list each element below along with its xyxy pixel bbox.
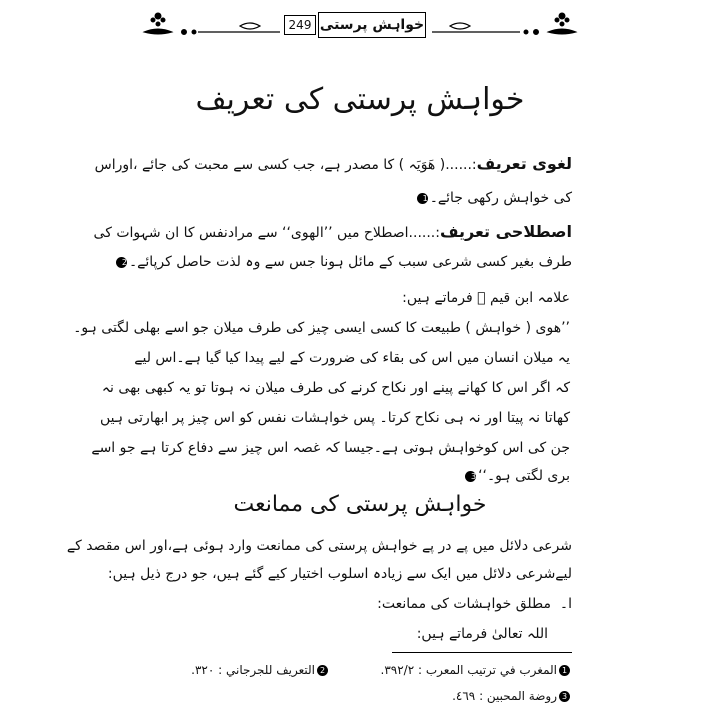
text-span: :......( ھَوَیَہ ) کا مصدر ہے، جب کسی سے محبت کی جائے ،اوراس <box>94 157 477 173</box>
section2-line2 <box>107 564 572 584</box>
page-number: 249 <box>284 15 316 35</box>
definition-istilahi-line1 <box>93 222 572 243</box>
text-span: کہ اگر اس کا کھانے پینے اور نکاح کرنے کی طرف میلان نہ ہوتا تو یہ کبھی بھی نہ <box>101 380 570 396</box>
quote-line <box>73 318 570 338</box>
text-span: جن کی اس کوخواہش ہوتی ہے۔جیسا کہ غصہ اس چیز سے دفاع کرتا ہے جو اسے <box>91 440 570 456</box>
page-header <box>140 6 580 42</box>
footnote-number: 1 <box>559 665 570 676</box>
text-span: یہ میلان انسان میں اس کی بقاء کی ضرورت کے لیے پیدا کیا گیا ہے۔اس لیے <box>134 350 570 366</box>
quote-line <box>170 466 570 486</box>
section2-line1 <box>66 536 572 556</box>
text-span: شرعی دلائل میں پے در پے خواہش پرستی کی ممانعت وارد ہوئی ہے،اور اس مقصد کے <box>66 538 572 554</box>
text-span: کھاتا نہ پیتا اور نہ ہی نکاح کرتا۔ پس خواہشات نفس کو اس چیز پر ابھارتی ہیں <box>99 410 570 426</box>
quote-line <box>99 408 570 428</box>
running-title: خواہش پرستی <box>318 12 426 38</box>
list-item <box>152 594 572 614</box>
section2-title: خواہش پرستی کی ممانعت <box>233 492 487 517</box>
quote-intro <box>180 288 570 308</box>
quote-line <box>91 438 570 458</box>
definition-label: اصطلاحی تعریف <box>439 222 572 241</box>
quote-line <box>134 348 570 368</box>
quote-line <box>101 378 570 398</box>
text-span: علامہ ابن قیم ﷫ فرماتے ہیں: <box>402 290 570 306</box>
definition-lughawi-line1 <box>94 154 572 175</box>
footnote-marker[interactable]: 1 <box>417 193 428 204</box>
text-span: اللہ تعالیٰ فرماتے ہیں: <box>416 626 548 642</box>
footnote-divider <box>392 652 572 653</box>
text-span: لیےشرعی دلائل میں ایک سے زیادہ اسلوب اختیار کیے گئے ہیں، جو درج ذیل ہیں: <box>107 566 572 582</box>
definition-label: لغوی تعریف <box>476 154 572 173</box>
text-span: طرف بغیر کسی شرعی سبب کے مائل ہونا جس سے وہ لذت حاصل کرپائے۔ <box>128 254 572 270</box>
footnote-1 <box>381 662 572 678</box>
definition-lughawi-line2 <box>152 188 572 208</box>
text-span: ’’ھوی ( خواہش ) طبیعت کا کسی ایسی چیز کی طرف میلان جو اسے بھلی لگتی ہو۔ <box>73 320 570 336</box>
section2-line3 <box>152 624 548 644</box>
list-number: ا۔ <box>559 596 572 612</box>
footnote-number: 2 <box>317 665 328 676</box>
text-span: :......اصطلاح میں ’’الھوی‘‘ سے مرادنفس کا ان شہوات کی <box>93 225 440 241</box>
footnote-text: روضة المحبين : ٤٦٩. <box>452 689 557 703</box>
footnote-text: التعريف للجرجاني : ٣٢٠. <box>191 663 315 677</box>
section-title: خواہش پرستی کی تعریف <box>195 82 525 117</box>
text-span: بری لگتی ہو۔‘‘ <box>478 468 570 484</box>
text-span: کی خواہش رکھی جائے۔ <box>429 190 572 206</box>
footnote-number: 3 <box>559 691 570 702</box>
definition-istilahi-line2 <box>121 252 572 272</box>
footnote-marker[interactable]: 3 <box>465 471 476 482</box>
footnote-3 <box>452 688 572 704</box>
footnote-2 <box>191 662 330 678</box>
list-label: مطلق خواہشات کی ممانعت: <box>377 596 551 612</box>
footnote-text: المغرب في ترتيب المعرب : ٣٩٢/٢. <box>380 663 557 677</box>
footnote-marker[interactable]: 2 <box>116 257 127 268</box>
